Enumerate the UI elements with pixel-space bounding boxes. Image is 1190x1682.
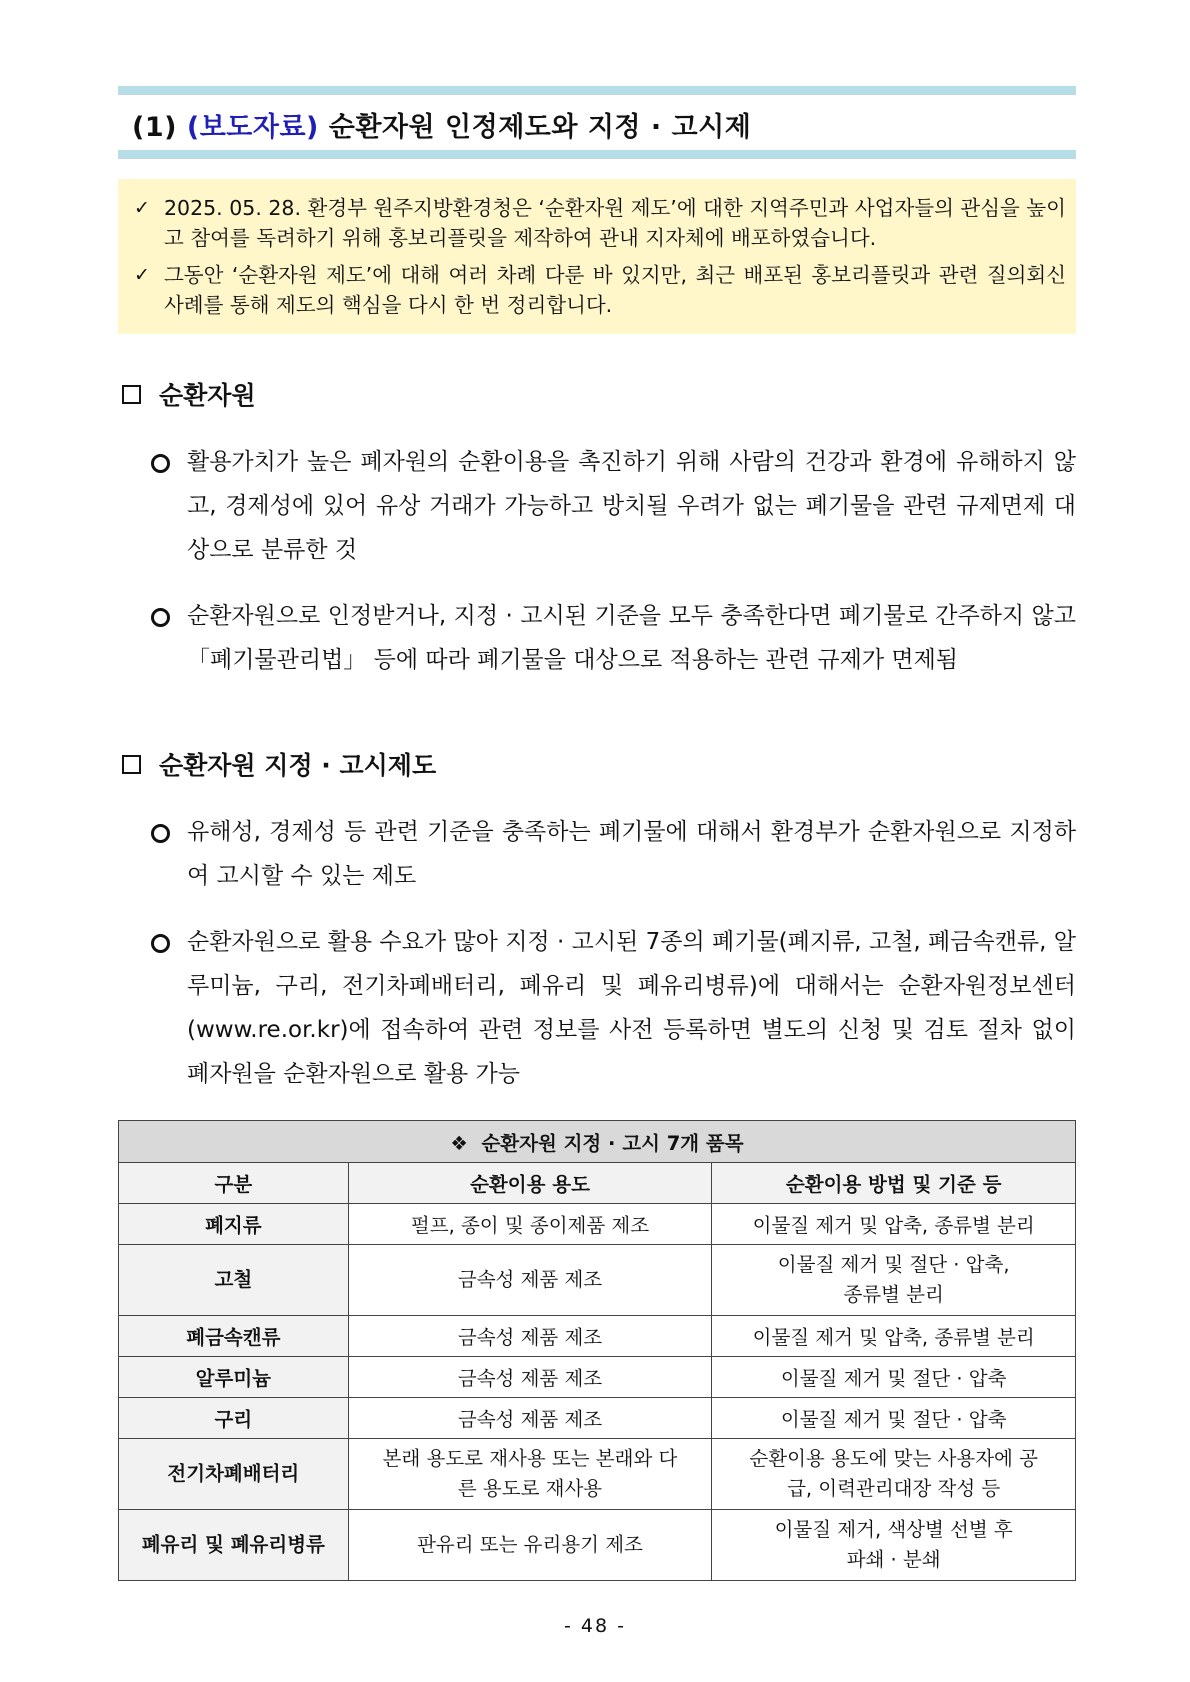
title-banner <box>118 86 1076 159</box>
row-usage: 펄프, 종이 및 종이제품 제조 <box>348 1204 712 1245</box>
circle-bullet-icon <box>151 934 170 953</box>
row-method: 순환이용 용도에 맞는 사용자에 공급, 이력관리대장 작성 등 <box>712 1439 1076 1510</box>
row-method: 이물질 제거 및 절단 · 압축 <box>712 1398 1076 1439</box>
title-highlight: (보도자료) <box>186 112 319 143</box>
section-heading-text: 순환자원 <box>159 381 256 410</box>
diamond-icon: ❖ <box>450 1131 468 1155</box>
row-method: 이물질 제거 및 절단 · 압축 <box>712 1357 1076 1398</box>
row-category: 전기차폐배터리 <box>119 1439 349 1510</box>
summary-text: 그동안 ‘순환자원 제도’에 대해 여러 차례 다룬 바 있지만, 최근 배포된 홍보리플릿과 관련 질의회신 사례를 통해 제도의 핵심을 다시 한 번 정리합니다. <box>164 263 1066 317</box>
row-usage: 금속성 제품 제조 <box>348 1357 712 1398</box>
row-usage: 금속성 제품 제조 <box>348 1398 712 1439</box>
row-method: 이물질 제거, 색상별 선별 후 파쇄 · 분쇄 <box>712 1510 1076 1581</box>
title-main: 순환자원 인정제도와 지정 · 고시제 <box>328 112 752 143</box>
document-page <box>118 86 1076 1581</box>
row-method: 이물질 제거 및 절단 · 압축, 종류별 분리 <box>712 1245 1076 1316</box>
table-row <box>119 1357 1076 1398</box>
table-caption <box>119 1121 1076 1163</box>
check-icon: ✓ <box>134 197 150 219</box>
page-number: - 48 - <box>564 1615 626 1637</box>
title-bar-bottom <box>118 150 1076 159</box>
bullet-item <box>118 440 1076 572</box>
row-method: 이물질 제거 및 압축, 종류별 분리 <box>712 1316 1076 1357</box>
bullet-item <box>118 920 1076 1096</box>
summary-item <box>134 193 1066 253</box>
section-heading-designation <box>118 746 1076 782</box>
bullet-item <box>118 810 1076 898</box>
square-bullet-icon <box>122 385 141 404</box>
circle-bullet-icon <box>151 824 170 843</box>
page-title <box>118 95 1076 150</box>
row-usage: 금속성 제품 제조 <box>348 1245 712 1316</box>
row-category: 폐지류 <box>119 1204 349 1245</box>
summary-box <box>118 179 1076 334</box>
section-heading-circular-resource <box>118 376 1076 412</box>
table-row <box>119 1245 1076 1316</box>
row-method: 이물질 제거 및 압축, 종류별 분리 <box>712 1204 1076 1245</box>
column-header: 구분 <box>119 1163 349 1204</box>
circle-bullet-icon <box>151 454 170 473</box>
bullet-text: 순환자원으로 활용 수요가 많아 지정 · 고시된 7종의 폐기물(폐지류, 고철, 폐금속캔류, 알루미늄, 구리, 전기차폐배터리, 폐유리 및 폐유리병류)에 대해서는 순환자원정보센터(www.re.or.kr)에 접속하여 관련 정보를 사전 등록하면 별도의 신청 및 검토 절차 없이 폐자원을 순환자원으로 활용 가능 <box>187 929 1076 1087</box>
row-usage: 본래 용도로 재사용 또는 본래와 다른 용도로 재사용 <box>348 1439 712 1510</box>
row-category: 고철 <box>119 1245 349 1316</box>
summary-item <box>134 260 1066 320</box>
circle-bullet-icon <box>151 608 170 627</box>
section-heading-text: 순환자원 지정 · 고시제도 <box>159 751 437 780</box>
column-header: 순환이용 방법 및 기준 등 <box>712 1163 1076 1204</box>
square-bullet-icon <box>122 755 141 774</box>
table-row <box>119 1398 1076 1439</box>
row-usage: 판유리 또는 유리용기 제조 <box>348 1510 712 1581</box>
check-icon: ✓ <box>134 264 150 286</box>
table-row <box>119 1510 1076 1581</box>
designated-items-table <box>118 1120 1076 1581</box>
row-category: 구리 <box>119 1398 349 1439</box>
row-usage: 금속성 제품 제조 <box>348 1316 712 1357</box>
table-row <box>119 1204 1076 1245</box>
table-caption-text: 순환자원 지정 · 고시 7개 품목 <box>481 1131 744 1155</box>
bullet-text: 유해성, 경제성 등 관련 기준을 충족하는 폐기물에 대해서 환경부가 순환자원으로 지정하여 고시할 수 있는 제도 <box>187 819 1076 889</box>
row-category: 폐유리 및 폐유리병류 <box>119 1510 349 1581</box>
bullet-item <box>118 594 1076 682</box>
bullet-text: 활용가치가 높은 폐자원의 순환이용을 촉진하기 위해 사람의 건강과 환경에 유해하지 않고, 경제성에 있어 유상 거래가 가능하고 방치될 우려가 없는 폐기물을 관련 규제면제 대상으로 분류한 것 <box>187 449 1076 563</box>
table-header-row <box>119 1163 1076 1204</box>
summary-text: 2025. 05. 28. 환경부 원주지방환경청은 ‘순환자원 제도’에 대한 지역주민과 사업자들의 관심을 높이고 참여를 독려하기 위해 홍보리플릿을 제작하여 관내 지자체에 배포하였습니다. <box>164 196 1066 250</box>
bullet-text: 순환자원으로 인정받거나, 지정 · 고시된 기준을 모두 충족한다면 폐기물로 간주하지 않고 「폐기물관리법」 등에 따라 폐기물을 대상으로 적용하는 관련 규제가 면제됨 <box>187 603 1076 673</box>
title-prefix: (1) <box>132 112 177 143</box>
title-bar-top <box>118 86 1076 95</box>
table-row <box>119 1439 1076 1510</box>
column-header: 순환이용 용도 <box>348 1163 712 1204</box>
table-row <box>119 1316 1076 1357</box>
row-category: 폐금속캔류 <box>119 1316 349 1357</box>
row-category: 알루미늄 <box>119 1357 349 1398</box>
table-caption-row <box>119 1121 1076 1163</box>
